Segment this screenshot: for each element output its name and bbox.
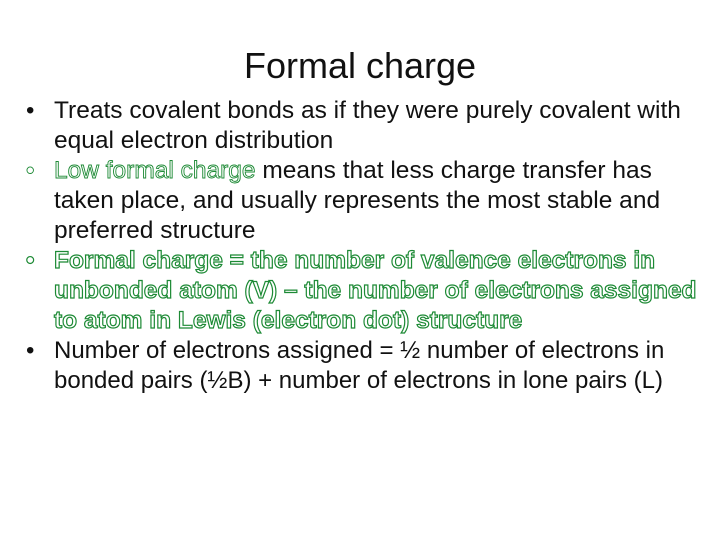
bullet-text: Number of electrons assigned = ½ number of electrons in bonded pairs (½B) + number of electrons in lone pairs (L) (54, 337, 665, 394)
bullet-text: Formal charge = the number of valence electrons in unbonded atom (V) – the number of electrons assigned to atom in Lewis (electron dot) structure (54, 247, 697, 334)
bullet-highlight: Low formal charge (54, 157, 256, 184)
bullet-list (22, 96, 712, 396)
slide-title: Formal charge (243, 45, 477, 86)
bullet-item-4 (22, 336, 712, 396)
bullet-text: means that less charge transfer has taken place, and usually represents the most stable and preferred structure (54, 157, 661, 244)
bullet-marker: • (26, 247, 35, 274)
bullet-text: Treats covalent bonds as if they were purely covalent with equal electron distribution (54, 97, 681, 154)
bullet-item-1 (22, 96, 712, 156)
bullet-marker: • (26, 157, 35, 184)
bullet-marker: • (26, 97, 35, 124)
bullet-marker: • (26, 337, 35, 364)
bullet-item-2 (22, 156, 712, 246)
bullet-item-3 (22, 246, 712, 336)
